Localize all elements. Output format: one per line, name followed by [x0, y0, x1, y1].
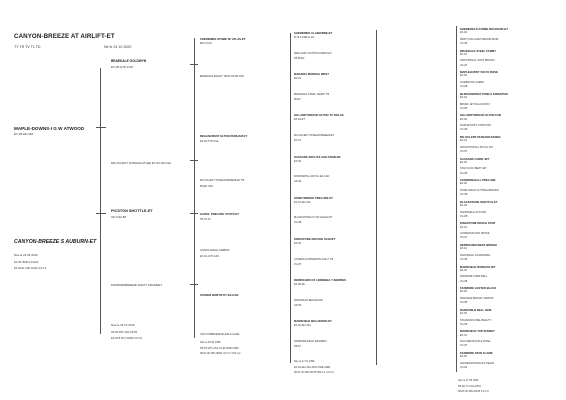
gen3-2-name: BRAEDALE BAILEY TAFIN TB-98-CAN: [200, 75, 244, 78]
gen4-name-4: HILLANDYDROOK ELTON TU ROLAK: [294, 113, 344, 118]
gen4-footer-born: Née le 17 01 1996: [294, 360, 315, 363]
gen5-reg-31: VG-84: [460, 366, 468, 369]
gen5-footer-born: Née le 27 06 1995: [458, 379, 479, 382]
gen5-reg-7: VG-85: [460, 106, 468, 110]
gen5-reg-6: EX-93: [460, 96, 467, 99]
gen5-name-1: PENTO WILLANDY-BRAND MARI: [460, 37, 499, 41]
gen5-reg-13: VG-86: [460, 171, 468, 175]
gen5-reg-21: VG-86: [460, 258, 468, 261]
gen4-name-2: MADAIRA MARSHA WEST: [294, 72, 329, 77]
gen4-name-13: RANKFIELD BELLWOOD: [294, 298, 323, 302]
gen5-reg-11: VG-87: [460, 150, 468, 153]
gen3-3-name: REGANCREST ELTON DURHAM ET: [200, 134, 248, 138]
gen3-7-name: STADER BORTIZ ET ES-CAN: [200, 293, 239, 297]
sire-name: MAPLE-DOWNS-I G W ATWOOD: [14, 126, 85, 131]
gen4-reg-7: GP-84: [294, 180, 302, 184]
gen2-sire-name: BRAEDALE GOLDWYN: [111, 59, 147, 63]
gen5-name-20: DERRICHER WEST BRIDGE: [460, 243, 498, 247]
gen5-name-3: HARTONHALL SHOT BROWN: [460, 59, 495, 63]
gen5-reg-23: VG-88: [460, 279, 468, 283]
gen5-footer-l3: 08-05 30 395 21125 3,6 3,3: [458, 390, 489, 393]
gen5-reg-1: VG-86: [460, 42, 468, 45]
gen5-name-16: BLACKSTONE SHOTTLE ET: [460, 199, 498, 204]
gen5-name-5: COMESTAR LIGERD: [460, 81, 484, 84]
gen4-name-9: BLACKSTONE FLY ET ELEGANT: [294, 216, 333, 220]
gen3-1-reg: BGH-CAN: [200, 42, 212, 45]
gen4-reg-6: EX-92: [294, 159, 301, 163]
dam-reg: GP-USA 88: [111, 215, 126, 219]
gen5-reg-20: EX-94: [460, 247, 467, 251]
gen5-name-4: MAPLEHURST VOLTA ROSE: [460, 70, 498, 75]
gen4-name-11: CONSEN SUPPERSON DALLY TB: [294, 257, 334, 261]
gen4-name-3: BRAEDALE STEEL TAMMY TB: [294, 92, 330, 96]
gen5-reg-28: EX-91: [460, 333, 467, 337]
gen5-reg-25: VG-85: [460, 301, 468, 305]
gen5-reg-4: EX-90: [460, 74, 467, 78]
gen5-name-28: MANSFIELD TOP SUNSET: [460, 329, 495, 334]
gen4-name-6: KASSANS ARCLITE AXE KNOB ER: [294, 154, 341, 159]
gen5-name-22: MANSFIELD DURHAM JET: [460, 264, 496, 269]
dam-line1: TB-05-33H-USA GP-89: [111, 331, 137, 334]
gen5-name-15: HONEYFIELD OUTSIDE BRANCH: [460, 189, 500, 192]
gen3-3-reg: EX-95-TTP-USA: [200, 140, 219, 143]
gen5-name-30: FARMORE STAR FLAME: [460, 351, 493, 355]
gen5-name-25: PINEVIEW BRANDY ARROW: [460, 297, 494, 300]
gen4-reg-11: VG-87: [294, 262, 302, 266]
gen4-reg-13: GP-83: [294, 303, 302, 307]
gen5-name-10: MS-OCLENT DURHAM DANNA: [460, 135, 501, 139]
gen4-reg-4: EX-94-ET: [294, 118, 305, 122]
header-born: Né le 24 10 2020: [104, 45, 132, 49]
gen4-reg-15: TB-87: [294, 345, 301, 348]
dam-line2: EX-94 B 30 5 20084 3,8 3,8: [111, 337, 142, 340]
gen4-reg-3: 89-ET: [294, 97, 301, 101]
gen4-name-10: KINGSTONE ARCADE SCHAFT: [294, 237, 336, 241]
gen5-name-8: HILLANDYDROOK ELTON FAN: [460, 113, 501, 118]
gen4-name-8: HONEYBROOK PRELUDE ET: [294, 195, 333, 200]
gen3-extra-l2: TB-87-97H-USA VV-96 ORE GMM: [200, 347, 239, 350]
gen5-name-19: CONSEN BLOOD SPOKE: [460, 232, 490, 236]
gen5-reg-3: VG-87: [460, 63, 468, 67]
gen3-extra-l3: 08-03 30 395 18004 4,5 3,7 3,52 3,2: [200, 352, 241, 355]
gen3-extra-born: Née le 18 03 1998: [200, 341, 221, 344]
gen2-dam-name: MS-OCLENT DURHAM ATLEE ET EX-93-USA: [111, 161, 172, 165]
gen4-footer-l3: 08-01 30 395 24075 560 4,1 4,6 2,4: [294, 371, 334, 374]
sire-reg: EX-93-2E-USA: [14, 132, 34, 136]
gen4-reg-8: EX-91-2E-USA: [294, 200, 311, 204]
gen5-name-14: FARMOREHALL PRELUDE: [460, 178, 496, 183]
gen5-reg-29: VG-87: [460, 344, 468, 348]
gen5-name-13: STAN CLIFF BERT JET: [460, 167, 487, 171]
gen3-1-name: SHERERIDE ATOME SF ATLAS-ET: [200, 37, 246, 41]
gen5-name-17: SNOWFIELD AUTUMN: [460, 210, 487, 214]
dam-born: Née le 03 12 2015: [111, 323, 135, 327]
gen5-name-31: LEDGEWOOD BLACK PEARL: [460, 361, 495, 365]
gen4-name-5: MS-OCLENT STREAM BREEZE ET: [294, 134, 335, 137]
gen4-reg-9: VG-88: [294, 221, 302, 225]
gen5-name-7: BROEK JET WILLOW BAY: [460, 102, 491, 106]
gen5-reg-18: EX-91: [460, 225, 467, 229]
gen4-name-1: WELLANDY PATTINA TAMMY-ET: [294, 51, 332, 55]
gen5-reg-17: VG-85: [460, 214, 468, 218]
gen5-footer-l2: TB-92-77-USA 1H01: [458, 385, 481, 388]
gen5-reg-5: VG-88: [460, 85, 468, 89]
gen5-name-18: KINGSTONE MAPLE STAR: [460, 221, 496, 226]
gen5-reg-14: EX-90: [460, 182, 467, 186]
page-title: CANYON-BREEZE AT AIRLIFT-ET: [14, 33, 115, 40]
gen4-name-7: KIMSTERHILL ROYAL ES-CAN: [294, 175, 330, 179]
gen5-reg-8: EX-94: [460, 117, 467, 121]
gen4-reg-12: EX-95-2E: [294, 283, 305, 287]
gen5-reg-22: EX-92: [460, 268, 467, 272]
header-codes: TY TR TV TL TD: [14, 45, 41, 49]
gen5-name-11: KINGSTONHALL ROYAL JET: [460, 145, 494, 149]
gen5-reg-24: EX-90: [460, 290, 467, 294]
gen5-name-29: MILLVIEW BUCKLE ROSE: [460, 340, 491, 344]
gen3-4-reg: 88-EP-USA: [200, 185, 213, 188]
gen4-reg-1: TB 85-ET: [294, 56, 305, 60]
gen4-name-12: DERRICHER OF LINDEBEA Y BERRIES: [294, 278, 347, 283]
gen5-name-21: RANKFIELD CASSANDRA: [460, 253, 491, 257]
gen2-sire-reg: EX-95-GTP-CAN: [111, 65, 134, 69]
gen3-6-reg: EX-92-GTP-CAN: [200, 255, 220, 258]
gen5-name-12: KASSANS CAIRN JET: [460, 156, 490, 161]
gen5-reg-10: EX-91: [460, 139, 467, 143]
gen5-reg-9: VG-86: [460, 128, 468, 132]
gen5-reg-0: EX-92: [460, 31, 467, 35]
gen5-reg-16: EX-93: [460, 204, 467, 207]
gen2-lower-dam: FARMOREBREEZE SHOTT ARLIDEET: [111, 283, 163, 287]
gen5-reg-2: EX-91: [460, 52, 467, 56]
dam-name: PICSTON SHOTTLE-ET: [111, 209, 153, 213]
gen5-reg-19: VG-87: [460, 236, 468, 240]
gen4-name-14: MANSFIELD BELLWOOD-ET: [294, 319, 332, 324]
gen5-reg-27: VG-86: [460, 322, 468, 326]
subject-name: CANYON-BREEZE S AUBURN-ET: [14, 239, 97, 245]
gen4-reg-14: EX-94-3E-USA: [294, 324, 311, 328]
gen5-name-0: SHEREFIELD ATOME ROCKHOR-ET: [460, 27, 508, 31]
gen5-name-9: MAPLEHURST STRATTON: [460, 124, 491, 128]
gen5-reg-26: EX-93: [460, 312, 467, 315]
gen4-reg-10: EX-92: [294, 242, 301, 245]
gen3-6-name: CANON-ADELE GABBON: [200, 249, 230, 252]
gen5-name-26: RANKFIELD BELL GEM: [460, 307, 492, 312]
gen4-reg-0: B 79.8 GDR-G AN: [294, 36, 315, 39]
gen5-reg-15: VG-88: [460, 193, 468, 197]
gen5-name-24: FARMORE LESTER BLACK: [460, 286, 497, 291]
gen5-name-27: STEVENSON BEL BEAUTY: [460, 318, 492, 322]
subject-line1: EX-90 HR45-A 10A32: [14, 261, 39, 264]
gen4-name-0: SHERERIDE CLAIBORNE-ET: [294, 31, 333, 35]
gen5-reg-30: EX-92: [460, 355, 467, 359]
gen5-name-23: FARMORE CHIEF BELL: [460, 275, 488, 279]
gen4-name-15: FARMORE FIELD RANNERY: [294, 340, 328, 343]
gen5-name-2: BRAEDALE STEEL TAMMY: [460, 48, 497, 53]
gen3-4-name: MS-OCLENT STREAM BREEZE-ET TB: [200, 179, 245, 182]
gen5-name-6: BLEECKERWAY PIXELS KINGSTON: [460, 91, 508, 96]
gen3-8-name: CANYONBREEZE BLAZE & KAGE: [200, 333, 240, 336]
gen4-footer-l2: EX-92-2E-USA 3D10 ORE GMM: [294, 366, 331, 369]
subject-birth: Née le 22 05 2016: [14, 253, 38, 257]
gen3-5-name: GAROL PRELUDE UTOTO ET: [200, 212, 240, 216]
gen5-reg-12: EX-92: [460, 160, 467, 164]
gen4-reg-5: EX-91: [294, 139, 301, 142]
gen3-5-reg: TB-79-TA: [200, 218, 211, 221]
gen4-reg-2: EX-91: [294, 77, 301, 81]
subject-line2: EX-94 EL 10B 1A12A 3,8 2,9: [14, 267, 47, 270]
